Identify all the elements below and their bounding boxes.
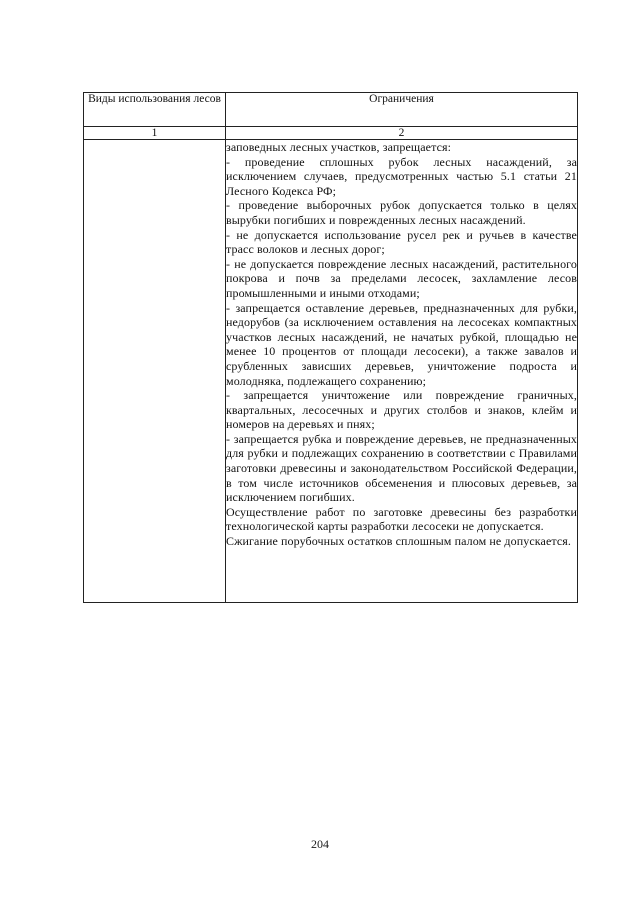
page-number: 204 (311, 837, 329, 851)
restriction-paragraph: - проведение выборочных рубок допускается только в целях вырубки погибших и поврежденных лесных насаждений. (226, 198, 577, 227)
column-number-1: 1 (84, 127, 226, 140)
restriction-paragraph: Сжигание порубочных остатков сплошным палом не допускается. (226, 534, 572, 549)
restriction-paragraph: Осуществление работ по заготовке древесины без разработки технологической карты разработки лесосеки не допускается. (226, 504, 577, 534)
restrictions-cell (226, 140, 578, 603)
column-numbering-row (84, 127, 578, 140)
restriction-paragraph: заповедных лесных участков, запрещается: (226, 140, 452, 154)
restriction-paragraph: - запрещается рубка и повреждение деревьев, не предназначенных для рубки и подлежащих сохранению в соответствии с Правилами заготовки древесины и законодательством Российской Федерации, в том числе источников обсеменения и плюсовых деревьев, за исключением погибших. (226, 431, 577, 505)
restriction-paragraph: - запрещается уничтожение или повреждение граничных, квартальных, лесосечных и других столбов и знаков, клейм и номеров на деревьях и пнях; (226, 388, 577, 432)
header-forest-use-types: Виды использования лесов (84, 93, 226, 127)
restriction-paragraph: - проведение сплошных рубок лесных насаждений, за исключением случаев, предусмотренных частью 5.1 статьи 21 Лесного Кодекса РФ; (226, 154, 577, 198)
table-row (84, 140, 578, 603)
restriction-paragraph: - не допускается использование русел рек и ручьев в качестве трасс волоков и лесных дорог; (226, 227, 577, 257)
restriction-paragraph: - запрещается оставление деревьев, предназначенных для рубки, недорубов (за исключением оставления на лесосеках компактных участков лесных насаждений, не начатых рубкой, площадью не менее 10 процентов от площади лесосеки), а также завалов и срубленных зависших деревьев, уничтожение подроста и молодняка, подлежащего сохранению; (226, 300, 577, 388)
forest-use-type-cell (84, 140, 226, 603)
header-restrictions: Ограничения (226, 93, 578, 127)
restrictions-table (83, 92, 578, 603)
column-number-2: 2 (226, 127, 578, 140)
restriction-paragraph: - не допускается повреждение лесных насаждений, растительного покрова и почв за пределами лесосек, захламление лесов промышленными и иными отходами; (226, 256, 577, 300)
table-header-row (84, 93, 578, 127)
